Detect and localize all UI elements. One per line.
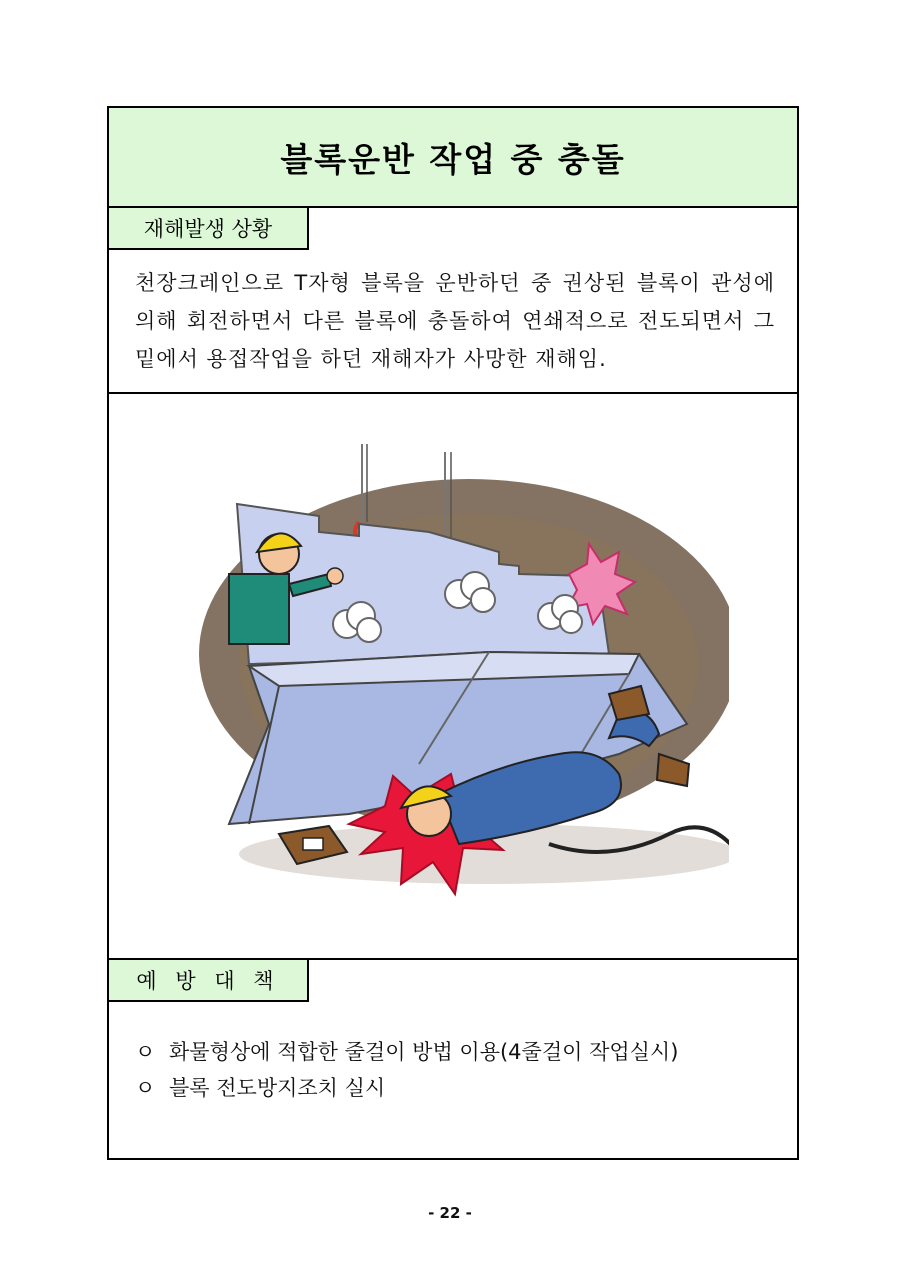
prevention-list: [135, 1034, 785, 1106]
title-row: [109, 108, 797, 208]
divider: [109, 392, 797, 394]
page-title: 블록운반 작업 중 충돌: [280, 139, 626, 179]
situation-text: 천장크레인으로 T자형 블록을 운반하던 중 권상된 블록이 관성에 의해 회전하면서 다른 블록에 충돌하여 연쇄적으로 전도되면서 그 밑에서 용접작업을 하던 재해자가 사망한 재해임.: [135, 271, 775, 371]
list-item: [135, 1070, 785, 1106]
prevention-label: 예 방 대 책: [109, 960, 309, 1002]
list-item-text: 화물형상에 적합한 줄걸이 방법 이용(4줄걸이 작업실시): [169, 1040, 679, 1064]
list-item: [135, 1034, 785, 1070]
list-item-text: 블록 전도방지조치 실시: [169, 1076, 386, 1100]
situation-label: 재해발생 상황: [109, 208, 309, 250]
bullet-icon: ㅇ: [135, 1076, 156, 1100]
bullet-icon: ㅇ: [135, 1040, 156, 1064]
accident-illustration: [189, 424, 729, 909]
page-number: - 22 -: [428, 1204, 472, 1222]
document-frame: [107, 106, 799, 1160]
